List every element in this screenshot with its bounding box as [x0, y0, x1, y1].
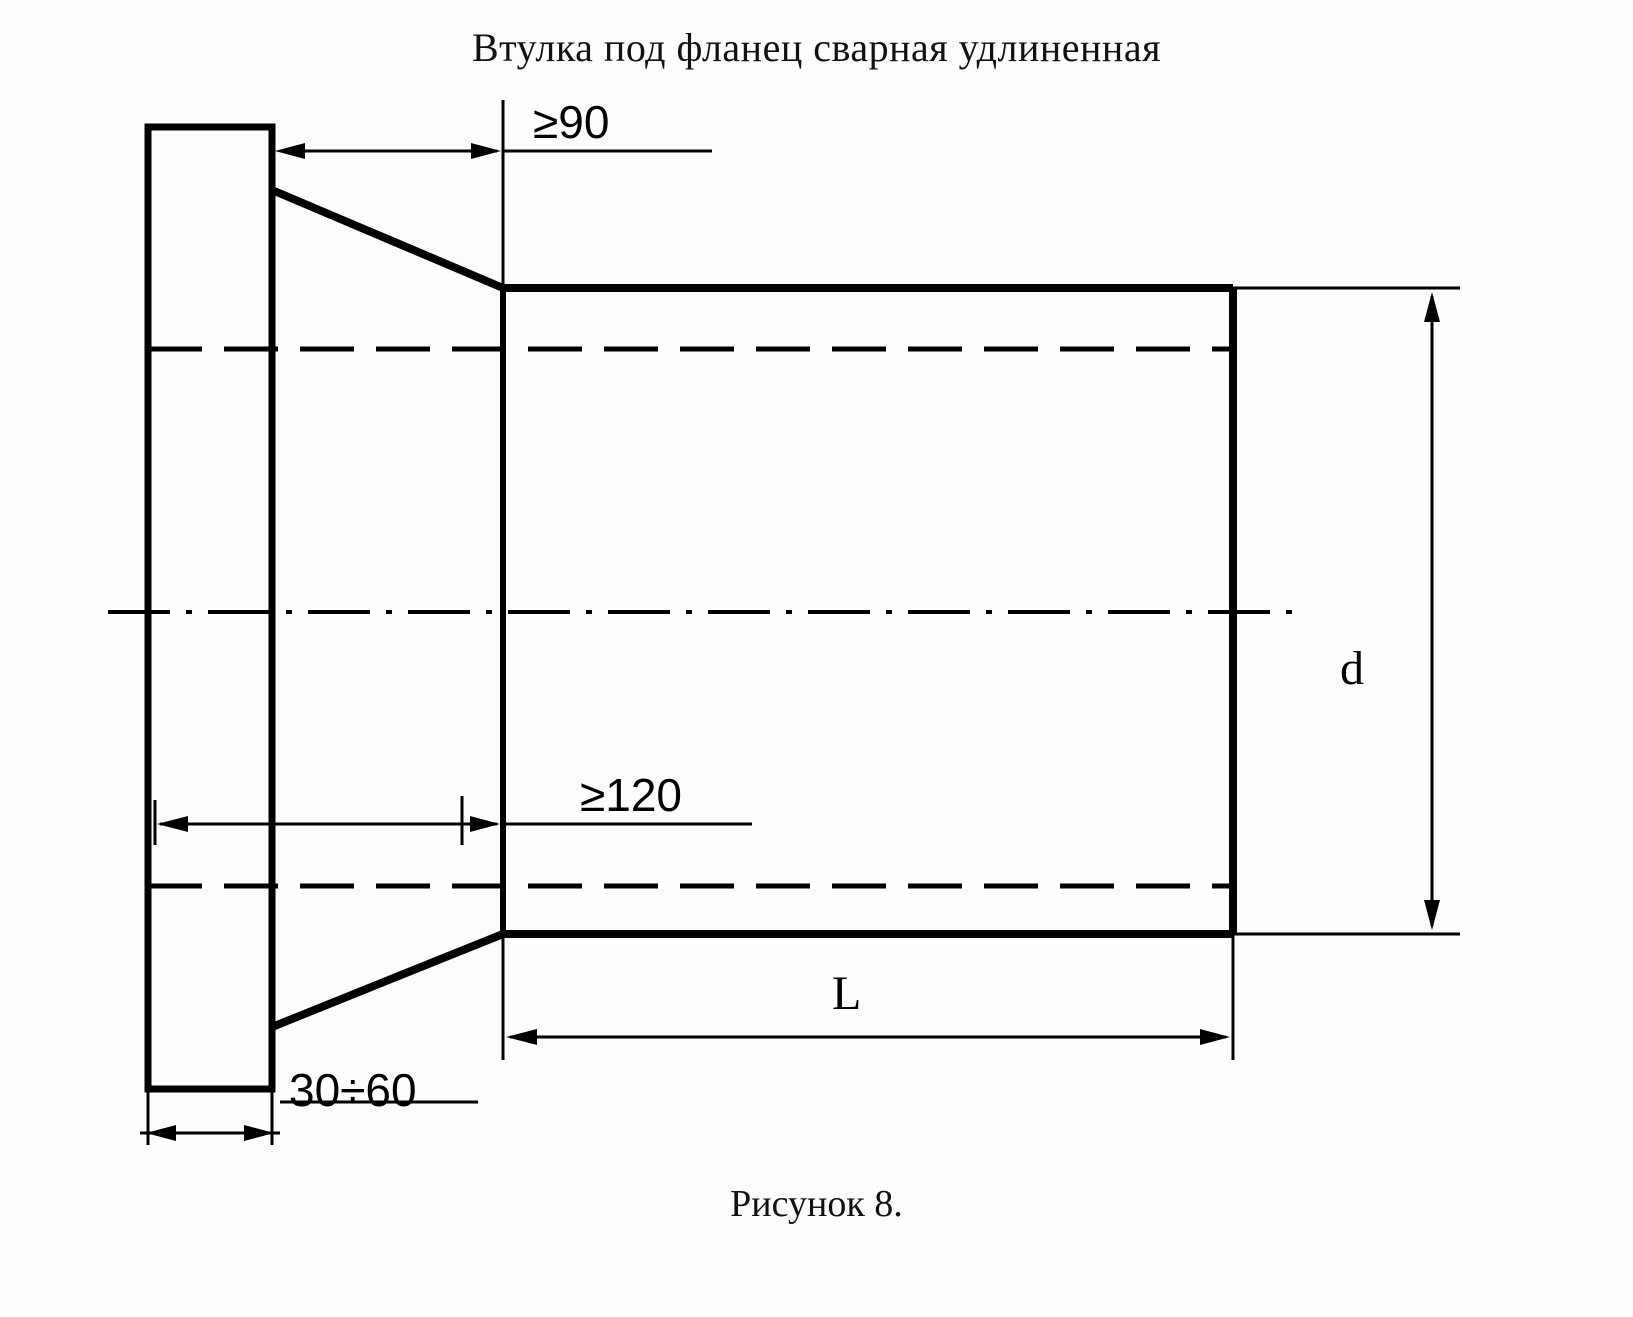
dimension-label-L: L: [832, 967, 862, 1020]
dimension-label-30-60: 30÷60: [289, 1064, 417, 1116]
dimension-label-120: ≥120: [580, 769, 682, 821]
inner-bore-hidden-lines: [148, 349, 1233, 886]
taper-lower: [272, 934, 503, 1027]
dimension-L: [503, 934, 1233, 1060]
dimension-90: [272, 100, 712, 290]
flange-hub-outline: [148, 127, 272, 1089]
taper-upper: [272, 190, 503, 288]
figure-caption: Рисунок 8.: [730, 1183, 903, 1225]
figure-title: Втулка под фланец сварная удлиненная: [472, 25, 1161, 70]
dimension-label-d: d: [1340, 642, 1364, 695]
dimension-label-90: ≥90: [533, 96, 610, 148]
